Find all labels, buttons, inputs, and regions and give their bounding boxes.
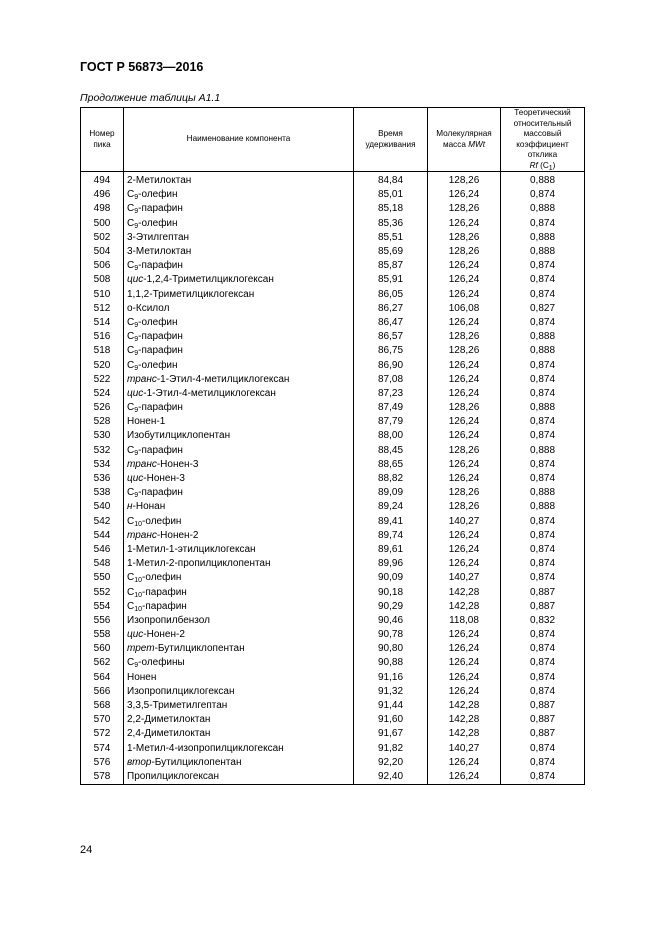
response-factor-cell: 0,887 <box>501 585 585 599</box>
table-row <box>81 472 585 486</box>
molecular-mass-cell: 142,28 <box>428 699 501 713</box>
header-rt-line-1: Время <box>378 129 403 138</box>
peak-number-cell: 516 <box>81 330 124 344</box>
page-number: 24 <box>80 844 93 856</box>
retention-time-cell: 85,69 <box>354 245 428 259</box>
retention-time-cell: 86,27 <box>354 302 428 316</box>
peak-number-cell: 526 <box>81 401 124 415</box>
retention-time-cell: 89,96 <box>354 557 428 571</box>
retention-time-cell: 90,46 <box>354 614 428 628</box>
response-factor-cell: 0,874 <box>501 656 585 670</box>
retention-time-cell: 85,51 <box>354 231 428 245</box>
table-row <box>81 387 585 401</box>
peak-number-cell: 494 <box>81 172 124 189</box>
component-name-cell: $C_{10}$-парафин <box>124 585 354 599</box>
peak-number-cell: 546 <box>81 543 124 557</box>
table-row <box>81 245 585 259</box>
retention-time-cell: 86,57 <box>354 330 428 344</box>
response-factor-cell: 0,874 <box>501 387 585 401</box>
response-factor-cell: 0,874 <box>501 458 585 472</box>
table-row <box>81 557 585 571</box>
molecular-mass-cell: 126,24 <box>428 288 501 302</box>
table-row <box>81 172 585 189</box>
molecular-mass-cell: 126,24 <box>428 373 501 387</box>
component-name-cell: втор-Бутилциклопентан <box>124 756 354 770</box>
retention-time-cell: 86,90 <box>354 358 428 372</box>
retention-time-cell: 87,23 <box>354 387 428 401</box>
retention-time-cell: 85,01 <box>354 188 428 202</box>
table-row <box>81 656 585 670</box>
response-factor-cell: 0,874 <box>501 770 585 785</box>
table-row <box>81 458 585 472</box>
peak-number-cell: 504 <box>81 245 124 259</box>
peak-number-cell: 538 <box>81 486 124 500</box>
component-name-cell: $C_9$-олефин <box>124 188 354 202</box>
response-factor-cell: 0,888 <box>501 500 585 514</box>
molecular-mass-cell: 126,24 <box>428 273 501 287</box>
table-row <box>81 415 585 429</box>
header-mw-line-1: Молекулярная <box>436 129 492 138</box>
response-factor-cell: 0,887 <box>501 713 585 727</box>
retention-time-cell: 91,16 <box>354 671 428 685</box>
retention-time-cell: 86,75 <box>354 344 428 358</box>
header-component-name <box>124 108 354 172</box>
table-row <box>81 316 585 330</box>
response-factor-cell: 0,874 <box>501 373 585 387</box>
molecular-mass-cell: 126,24 <box>428 671 501 685</box>
component-name-cell: $C_{10}$-олефин <box>124 571 354 585</box>
response-factor-cell: 0,832 <box>501 614 585 628</box>
table-row <box>81 713 585 727</box>
retention-time-cell: 85,36 <box>354 217 428 231</box>
table-row <box>81 231 585 245</box>
table-row <box>81 756 585 770</box>
table-row <box>81 486 585 500</box>
peak-number-cell: 508 <box>81 273 124 287</box>
retention-time-cell: 89,09 <box>354 486 428 500</box>
retention-time-cell: 84,84 <box>354 172 428 189</box>
molecular-mass-cell: 128,26 <box>428 245 501 259</box>
component-name-cell: о-Ксилол <box>124 302 354 316</box>
table-row <box>81 742 585 756</box>
header-rf-line-1: Теоретический <box>514 108 571 117</box>
component-name-cell: 3,3,5-Триметилгептан <box>124 699 354 713</box>
peak-number-cell: 566 <box>81 685 124 699</box>
molecular-mass-cell: 126,24 <box>428 642 501 656</box>
molecular-mass-cell: 140,27 <box>428 742 501 756</box>
molecular-mass-cell: 126,24 <box>428 685 501 699</box>
response-factor-cell: 0,888 <box>501 245 585 259</box>
retention-time-cell: 87,49 <box>354 401 428 415</box>
table-row <box>81 288 585 302</box>
peak-number-cell: 542 <box>81 515 124 529</box>
retention-time-cell: 87,79 <box>354 415 428 429</box>
response-factor-cell: 0,888 <box>501 172 585 189</box>
response-factor-cell: 0,888 <box>501 202 585 216</box>
molecular-mass-cell: 128,26 <box>428 500 501 514</box>
retention-time-cell: 88,65 <box>354 458 428 472</box>
table-row <box>81 529 585 543</box>
table-row <box>81 188 585 202</box>
retention-time-cell: 85,87 <box>354 259 428 273</box>
molecular-mass-cell: 140,27 <box>428 515 501 529</box>
table-row <box>81 273 585 287</box>
molecular-mass-cell: 126,24 <box>428 458 501 472</box>
component-name-cell: $C_9$-олефин <box>124 316 354 330</box>
table-row <box>81 344 585 358</box>
molecular-mass-cell: 140,27 <box>428 571 501 585</box>
peak-number-cell: 500 <box>81 217 124 231</box>
retention-time-cell: 90,09 <box>354 571 428 585</box>
table-row <box>81 373 585 387</box>
peak-number-cell: 548 <box>81 557 124 571</box>
response-factor-cell: 0,874 <box>501 642 585 656</box>
peak-number-cell: 512 <box>81 302 124 316</box>
header-response-factor <box>501 108 585 172</box>
component-name-cell: $C_9$-парафин <box>124 401 354 415</box>
header-rf-line-5: Rf $(C_1)$ <box>529 160 556 172</box>
peak-number-cell: 518 <box>81 344 124 358</box>
retention-time-cell: 90,78 <box>354 628 428 642</box>
component-name-cell: транс-Нонен-2 <box>124 529 354 543</box>
retention-time-cell: 85,18 <box>354 202 428 216</box>
peak-number-cell: 522 <box>81 373 124 387</box>
component-name-cell: транс-Нонен-3 <box>124 458 354 472</box>
molecular-mass-cell: 126,24 <box>428 628 501 642</box>
peak-number-cell: 540 <box>81 500 124 514</box>
header-molecular-mass <box>428 108 501 172</box>
response-factor-cell: 0,874 <box>501 472 585 486</box>
retention-time-cell: 90,18 <box>354 585 428 599</box>
table-caption: Продолжение таблицы А1.1 <box>80 92 221 104</box>
component-name-cell: $C_9$-парафин <box>124 202 354 216</box>
peak-number-cell: 534 <box>81 458 124 472</box>
component-name-cell: $C_9$-парафин <box>124 259 354 273</box>
table-row <box>81 671 585 685</box>
retention-time-cell: 91,44 <box>354 699 428 713</box>
table-header-row <box>81 108 585 172</box>
retention-time-cell: 91,82 <box>354 742 428 756</box>
table-row <box>81 302 585 316</box>
component-name-cell: Изопропилбензол <box>124 614 354 628</box>
table-row <box>81 543 585 557</box>
molecular-mass-cell: 128,26 <box>428 172 501 189</box>
molecular-mass-cell: 118,08 <box>428 614 501 628</box>
molecular-mass-cell: 126,24 <box>428 770 501 785</box>
header-peak-number <box>81 108 124 172</box>
component-name-cell: $C_{10}$-олефин <box>124 515 354 529</box>
response-factor-cell: 0,874 <box>501 628 585 642</box>
molecular-mass-cell: 126,24 <box>428 387 501 401</box>
molecular-mass-cell: 126,24 <box>428 217 501 231</box>
retention-time-cell: 90,80 <box>354 642 428 656</box>
table-row <box>81 770 585 785</box>
response-factor-cell: 0,888 <box>501 401 585 415</box>
peak-number-cell: 572 <box>81 727 124 741</box>
peak-number-cell: 552 <box>81 585 124 599</box>
molecular-mass-cell: 128,26 <box>428 330 501 344</box>
retention-time-cell: 92,20 <box>354 756 428 770</box>
peak-number-cell: 528 <box>81 415 124 429</box>
retention-time-cell: 90,29 <box>354 600 428 614</box>
molecular-mass-cell: 126,24 <box>428 756 501 770</box>
response-factor-cell: 0,888 <box>501 486 585 500</box>
peak-number-cell: 562 <box>81 656 124 670</box>
retention-time-cell: 92,40 <box>354 770 428 785</box>
header-rf-line-3: массовый <box>523 129 562 138</box>
molecular-mass-cell: 128,26 <box>428 231 501 245</box>
component-name-cell: 2,2-Диметилоктан <box>124 713 354 727</box>
retention-time-cell: 91,60 <box>354 713 428 727</box>
molecular-mass-cell: 126,24 <box>428 472 501 486</box>
molecular-mass-cell: 126,24 <box>428 543 501 557</box>
retention-time-cell: 86,05 <box>354 288 428 302</box>
retention-time-cell: 90,88 <box>354 656 428 670</box>
table-row <box>81 444 585 458</box>
peak-number-cell: 556 <box>81 614 124 628</box>
retention-time-cell: 87,08 <box>354 373 428 387</box>
component-name-cell: цис-Нонен-3 <box>124 472 354 486</box>
response-factor-cell: 0,888 <box>501 444 585 458</box>
peak-number-cell: 520 <box>81 358 124 372</box>
response-factor-cell: 0,888 <box>501 330 585 344</box>
table-row <box>81 614 585 628</box>
retention-time-cell: 91,32 <box>354 685 428 699</box>
component-name-cell: $C_9$-парафин <box>124 486 354 500</box>
response-factor-cell: 0,874 <box>501 217 585 231</box>
molecular-mass-cell: 142,28 <box>428 713 501 727</box>
table-row <box>81 628 585 642</box>
header-name-text: Наименование компонента <box>186 134 291 144</box>
molecular-mass-cell: 126,24 <box>428 557 501 571</box>
component-name-cell: 1-Метил-1-этилциклогексан <box>124 543 354 557</box>
component-name-cell: Нонен-1 <box>124 415 354 429</box>
table-row <box>81 330 585 344</box>
table-row <box>81 642 585 656</box>
response-factor-cell: 0,888 <box>501 231 585 245</box>
molecular-mass-cell: 126,24 <box>428 429 501 443</box>
header-retention-time <box>354 108 428 172</box>
components-table <box>80 107 585 785</box>
peak-number-cell: 530 <box>81 429 124 443</box>
table-row <box>81 429 585 443</box>
component-name-cell: транс-1-Этил-4-метилциклогексан <box>124 373 354 387</box>
peak-number-cell: 574 <box>81 742 124 756</box>
table-row <box>81 571 585 585</box>
response-factor-cell: 0,874 <box>501 671 585 685</box>
response-factor-cell: 0,874 <box>501 515 585 529</box>
response-factor-cell: 0,887 <box>501 600 585 614</box>
molecular-mass-cell: 106,08 <box>428 302 501 316</box>
retention-time-cell: 89,24 <box>354 500 428 514</box>
response-factor-cell: 0,874 <box>501 415 585 429</box>
table-row <box>81 600 585 614</box>
component-name-cell: 3-Этилгептан <box>124 231 354 245</box>
retention-time-cell: 88,00 <box>354 429 428 443</box>
table-row <box>81 217 585 231</box>
molecular-mass-cell: 142,28 <box>428 727 501 741</box>
table-row <box>81 401 585 415</box>
header-rf-line-2: относительный <box>513 118 572 128</box>
response-factor-cell: 0,874 <box>501 259 585 273</box>
peak-number-cell: 560 <box>81 642 124 656</box>
molecular-mass-cell: 126,24 <box>428 316 501 330</box>
table-row <box>81 500 585 514</box>
table-row <box>81 358 585 372</box>
component-name-cell: 1-Метил-2-пропилциклопентан <box>124 557 354 571</box>
molecular-mass-cell: 142,28 <box>428 600 501 614</box>
peak-number-cell: 502 <box>81 231 124 245</box>
molecular-mass-cell: 142,28 <box>428 585 501 599</box>
response-factor-cell: 0,874 <box>501 316 585 330</box>
molecular-mass-cell: 126,24 <box>428 358 501 372</box>
response-factor-cell: 0,874 <box>501 188 585 202</box>
peak-number-cell: 558 <box>81 628 124 642</box>
table-row <box>81 685 585 699</box>
component-name-cell: цис-1,2,4-Триметилциклогексан <box>124 273 354 287</box>
retention-time-cell: 89,74 <box>354 529 428 543</box>
component-name-cell: $C_9$-парафин <box>124 344 354 358</box>
retention-time-cell: 89,61 <box>354 543 428 557</box>
response-factor-cell: 0,874 <box>501 756 585 770</box>
table-body <box>81 172 585 785</box>
molecular-mass-cell: 128,26 <box>428 486 501 500</box>
retention-time-cell: 86,47 <box>354 316 428 330</box>
peak-number-cell: 496 <box>81 188 124 202</box>
peak-number-cell: 514 <box>81 316 124 330</box>
peak-number-cell: 554 <box>81 600 124 614</box>
retention-time-cell: 88,82 <box>354 472 428 486</box>
table-row <box>81 699 585 713</box>
response-factor-cell: 0,874 <box>501 429 585 443</box>
component-name-cell: 2,4-Диметилоктан <box>124 727 354 741</box>
peak-number-cell: 536 <box>81 472 124 486</box>
header-rf-line-4: коэффициент отклика <box>516 139 569 159</box>
retention-time-cell: 89,41 <box>354 515 428 529</box>
molecular-mass-cell: 126,24 <box>428 259 501 273</box>
table-row <box>81 202 585 216</box>
molecular-mass-cell: 128,26 <box>428 444 501 458</box>
response-factor-cell: 0,887 <box>501 727 585 741</box>
response-factor-cell: 0,888 <box>501 344 585 358</box>
response-factor-cell: 0,874 <box>501 543 585 557</box>
response-factor-cell: 0,874 <box>501 685 585 699</box>
component-name-cell: 3-Метилоктан <box>124 245 354 259</box>
peak-number-cell: 578 <box>81 770 124 785</box>
table-row <box>81 727 585 741</box>
molecular-mass-cell: 128,26 <box>428 202 501 216</box>
header-peak-line-1: Номер <box>89 129 115 138</box>
component-name-cell: 1,1,2-Триметилциклогексан <box>124 288 354 302</box>
retention-time-cell: 85,91 <box>354 273 428 287</box>
response-factor-cell: 0,874 <box>501 288 585 302</box>
component-name-cell: цис-Нонен-2 <box>124 628 354 642</box>
response-factor-cell: 0,827 <box>501 302 585 316</box>
response-factor-cell: 0,874 <box>501 571 585 585</box>
response-factor-cell: 0,874 <box>501 358 585 372</box>
peak-number-cell: 532 <box>81 444 124 458</box>
response-factor-cell: 0,874 <box>501 529 585 543</box>
response-factor-cell: 0,874 <box>501 557 585 571</box>
component-name-cell: цис-1-Этил-4-метилциклогексан <box>124 387 354 401</box>
molecular-mass-cell: 126,24 <box>428 656 501 670</box>
peak-number-cell: 576 <box>81 756 124 770</box>
component-name-cell: $C_9$-парафин <box>124 444 354 458</box>
peak-number-cell: 506 <box>81 259 124 273</box>
component-name-cell: 1-Метил-4-изопропилциклогексан <box>124 742 354 756</box>
component-name-cell: $C_9$-олефин <box>124 358 354 372</box>
molecular-mass-cell: 126,24 <box>428 415 501 429</box>
component-name-cell: Изобутилциклопентан <box>124 429 354 443</box>
document-title: ГОСТ Р 56873—2016 <box>80 60 204 74</box>
component-name-cell: $C_{10}$-парафин <box>124 600 354 614</box>
component-name-cell: Пропилциклогексан <box>124 770 354 785</box>
peak-number-cell: 510 <box>81 288 124 302</box>
component-name-cell: н-Нонан <box>124 500 354 514</box>
component-name-cell: трет-Бутилциклопентан <box>124 642 354 656</box>
molecular-mass-cell: 128,26 <box>428 401 501 415</box>
response-factor-cell: 0,887 <box>501 699 585 713</box>
table-row <box>81 515 585 529</box>
component-name-cell: Изопропилциклогексан <box>124 685 354 699</box>
component-name-cell: $C_9$-олефин <box>124 217 354 231</box>
retention-time-cell: 91,67 <box>354 727 428 741</box>
peak-number-cell: 524 <box>81 387 124 401</box>
response-factor-cell: 0,874 <box>501 273 585 287</box>
response-factor-cell: 0,874 <box>501 742 585 756</box>
molecular-mass-cell: 128,26 <box>428 344 501 358</box>
header-rt-line-2: удерживания <box>365 139 416 149</box>
table-row <box>81 259 585 273</box>
header-mw-line-2: масса MWt <box>442 139 486 149</box>
peak-number-cell: 568 <box>81 699 124 713</box>
peak-number-cell: 498 <box>81 202 124 216</box>
peak-number-cell: 570 <box>81 713 124 727</box>
component-name-cell: $C_9$-парафин <box>124 330 354 344</box>
table-row <box>81 585 585 599</box>
component-name-cell: 2-Метилоктан <box>124 172 354 189</box>
peak-number-cell: 550 <box>81 571 124 585</box>
peak-number-cell: 544 <box>81 529 124 543</box>
retention-time-cell: 88,45 <box>354 444 428 458</box>
component-name-cell: $C_9$-олефины <box>124 656 354 670</box>
molecular-mass-cell: 126,24 <box>428 529 501 543</box>
component-name-cell: Нонен <box>124 671 354 685</box>
header-peak-line-2: пика <box>93 139 111 149</box>
molecular-mass-cell: 126,24 <box>428 188 501 202</box>
peak-number-cell: 564 <box>81 671 124 685</box>
